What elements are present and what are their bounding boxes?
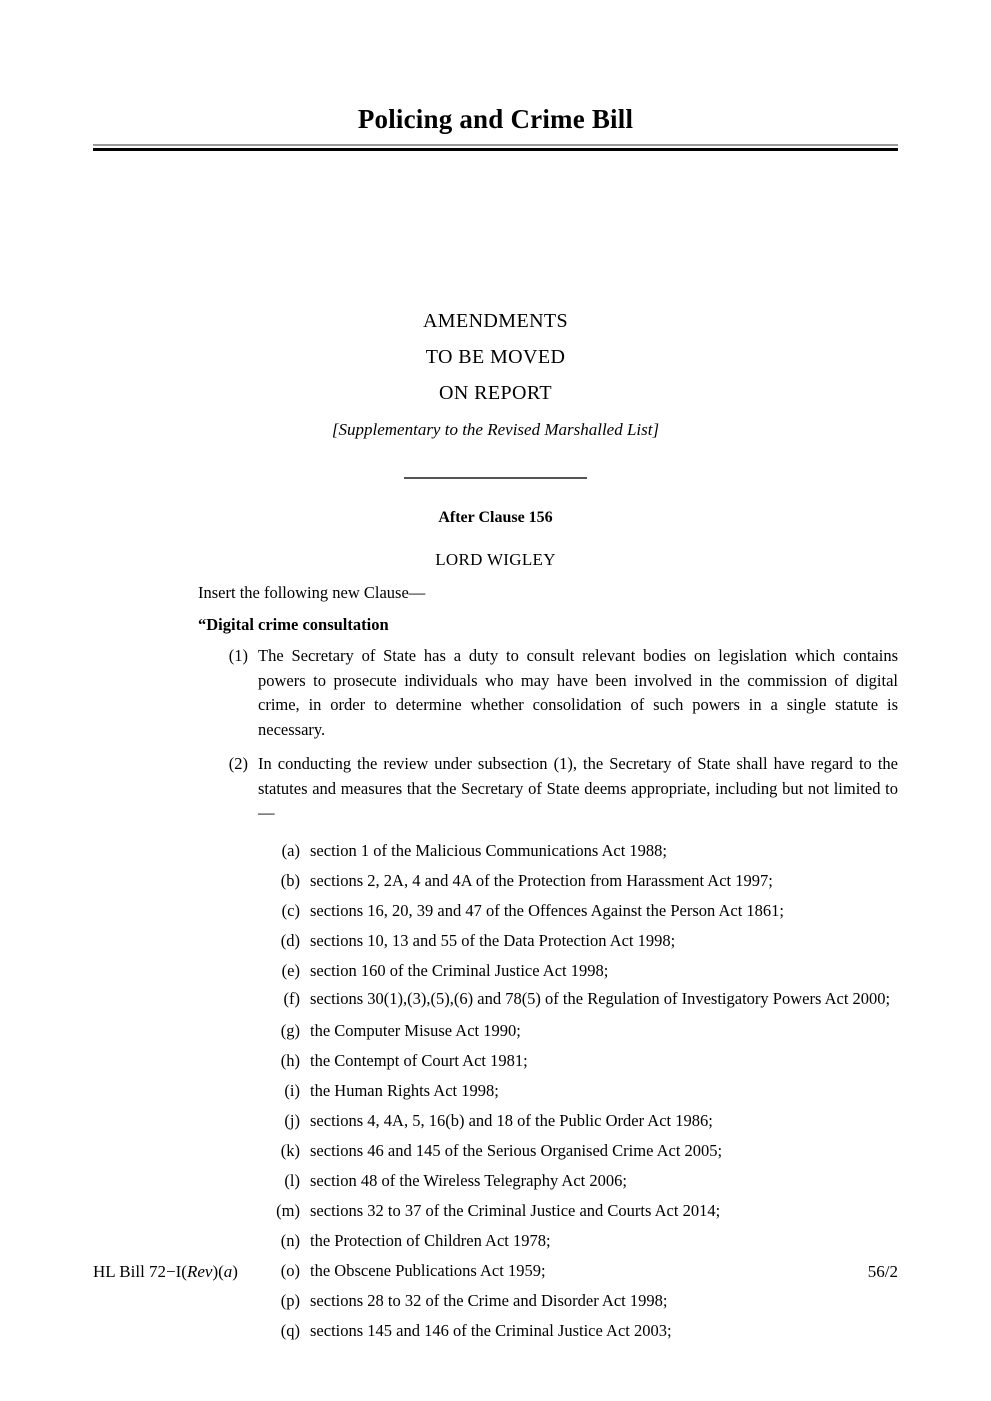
list-item-letter: (g)	[280, 1020, 300, 1040]
list-item-text: sections 16, 20, 39 and 47 of the Offences Against the Person Act 1861;	[310, 900, 784, 920]
list-item-text: section 1 of the Malicious Communications Act 1988;	[310, 840, 667, 860]
list-item-letter: (a)	[281, 840, 300, 860]
bill-reference	[93, 1262, 238, 1282]
list-item-letter: (n)	[280, 1230, 300, 1250]
bill-reference-middle: )(	[212, 1262, 224, 1281]
list-item	[198, 1106, 898, 1136]
list-item-letter: (j)	[284, 1110, 300, 1130]
list-item-text: section 48 of the Wireless Telegraphy Act 2006;	[310, 1170, 627, 1190]
sponsor-name: LORD WIGLEY	[435, 550, 556, 569]
heading-line-amendments: AMENDMENTS	[422, 310, 569, 332]
subsection-2-text: In conducting the review under subsection (1), the Secretary of State shall have regard to the statutes and measures that the Secretary of State deems appropriate, including but not limited to—	[258, 754, 898, 822]
subsection-2-number: (2)	[228, 754, 248, 773]
list-item-letter: (k)	[280, 1140, 300, 1160]
list-item-letter: (q)	[280, 1320, 300, 1340]
list-item-text: the Obscene Publications Act 1959;	[310, 1260, 546, 1280]
list-item	[198, 1136, 898, 1166]
list-item-letter: (m)	[276, 1200, 300, 1220]
list-item	[198, 866, 898, 896]
list-item-text: the Computer Misuse Act 1990;	[310, 1020, 521, 1040]
list-item-letter: (d)	[280, 930, 300, 950]
subsection-1	[198, 644, 898, 742]
page-number: 56/2	[867, 1262, 898, 1281]
heading-line-on-report: ON REPORT	[439, 382, 552, 404]
subsection-1-number: (1)	[228, 646, 248, 665]
list-item	[198, 986, 898, 1016]
list-item	[198, 1286, 898, 1316]
lettered-statute-list	[198, 836, 898, 1346]
list-item-text: the Human Rights Act 1998;	[310, 1080, 499, 1100]
list-item-letter: (b)	[280, 870, 300, 890]
bill-reference-prefix: HL Bill 72−I(	[93, 1262, 187, 1281]
list-item	[198, 1196, 898, 1226]
header-rule-thick	[93, 148, 898, 151]
bill-reference-rev: Rev	[186, 1262, 213, 1281]
list-item-text: section 160 of the Criminal Justice Act 1998;	[310, 960, 609, 980]
list-item-text: the Protection of Children Act 1978;	[310, 1230, 551, 1250]
list-item-text: sections 46 and 145 of the Serious Organised Crime Act 2005;	[310, 1140, 723, 1160]
list-item-text: sections 145 and 146 of the Criminal Justice Act 2003;	[310, 1320, 672, 1340]
list-item-text: the Contempt of Court Act 1981;	[310, 1050, 528, 1070]
subsection-2	[198, 752, 898, 826]
amendment-body	[198, 580, 898, 1346]
bill-reference-suffix: )	[232, 1262, 238, 1281]
header-rule-group	[93, 144, 898, 151]
list-item-letter: (i)	[284, 1080, 300, 1100]
list-item-text: sections 2, 2A, 4 and 4A of the Protection from Harassment Act 1997;	[310, 870, 773, 890]
list-item-letter: (c)	[281, 900, 300, 920]
list-item-text: sections 10, 13 and 55 of the Data Protection Act 1998;	[310, 930, 676, 950]
list-item	[198, 1076, 898, 1106]
list-item-letter: (p)	[280, 1290, 300, 1310]
list-item-text: sections 4, 4A, 5, 16(b) and 18 of the Public Order Act 1986;	[310, 1110, 713, 1130]
insert-instruction: Insert the following new Clause—	[198, 583, 426, 602]
list-item	[198, 1046, 898, 1076]
list-item-letter: (h)	[280, 1050, 300, 1070]
list-item-text: sections 32 to 37 of the Criminal Justice and Courts Act 2014;	[310, 1200, 721, 1220]
heading-line-to-be-moved: TO BE MOVED	[425, 346, 566, 368]
clause-heading: After Clause 156	[438, 509, 553, 526]
section-separator-rule	[404, 477, 587, 479]
bill-reference-a: a	[223, 1262, 233, 1281]
page-title: Policing and Crime Bill	[357, 104, 634, 134]
list-item-letter: (f)	[283, 988, 300, 1008]
masthead	[93, 104, 898, 151]
list-item	[198, 1016, 898, 1046]
new-clause-title: “Digital crime consultation	[198, 615, 389, 634]
list-item-text: sections 30(1),(3),(5),(6) and 78(5) of the Regulation of Investigatory Powers Act 2000;	[310, 988, 891, 1008]
list-item	[198, 956, 898, 986]
list-item	[198, 896, 898, 926]
list-item	[198, 836, 898, 866]
list-item-letter: (e)	[281, 960, 300, 980]
list-item	[198, 1226, 898, 1256]
list-item-text: sections 28 to 32 of the Crime and Disorder Act 1998;	[310, 1290, 668, 1310]
list-item-letter: (l)	[284, 1170, 300, 1190]
list-item	[198, 926, 898, 956]
list-item	[198, 1316, 898, 1346]
list-item	[198, 1256, 898, 1286]
list-item	[198, 1166, 898, 1196]
supplementary-note: [Supplementary to the Revised Marshalled List]	[331, 420, 660, 439]
amendments-heading-block	[93, 303, 898, 479]
list-item-letter: (o)	[280, 1260, 300, 1280]
subsection-1-text: The Secretary of State has a duty to consult relevant bodies on legislation which contains powers to prosecute individuals who may have been involved in the commission of digital crime, in order to determine whether consolidation of such powers in a single statute is necessary.	[258, 646, 898, 739]
